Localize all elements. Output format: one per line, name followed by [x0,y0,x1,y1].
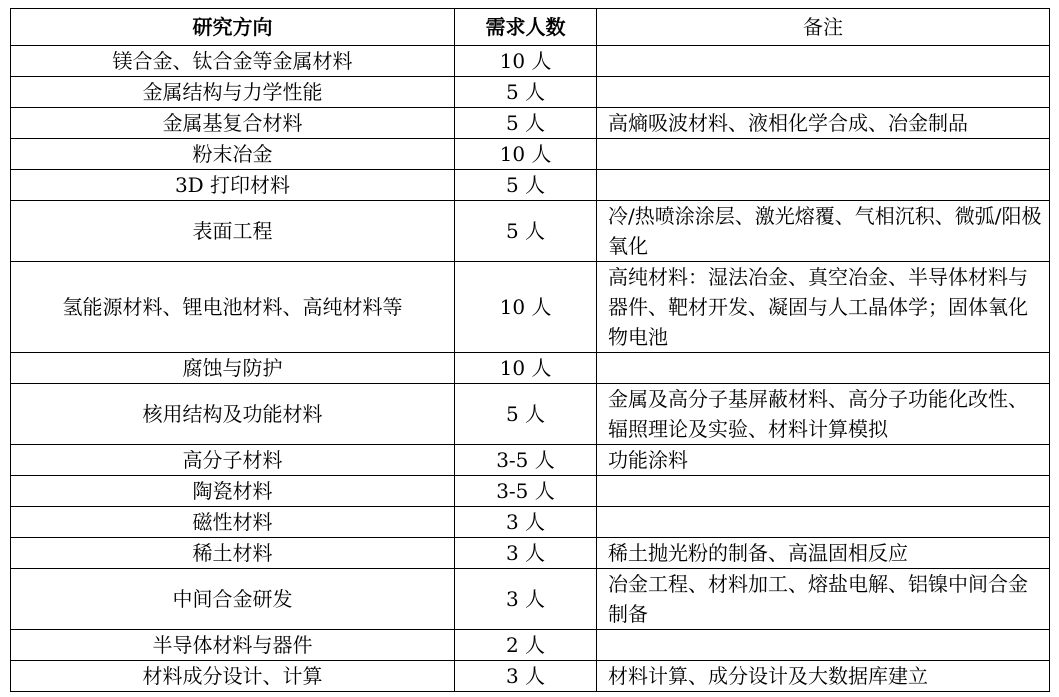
cell-count: 10 人 [455,139,597,170]
cell-note [597,139,1050,170]
cell-note: 材料计算、成分设计及大数据库建立 [597,661,1050,692]
cell-note [597,353,1050,384]
cell-count: 5 人 [455,77,597,108]
cell-note [597,46,1050,77]
cell-note [597,170,1050,201]
cell-note: 高纯材料：湿法冶金、真空冶金、半导体材料与器件、靶材开发、凝固与人工晶体学；固体氧化物电池 [597,262,1050,353]
cell-count: 3 人 [455,661,597,692]
cell-direction: 金属结构与力学性能 [11,77,455,108]
research-directions-table [10,8,1050,692]
cell-direction: 核用结构及功能材料 [11,384,455,445]
table-row [11,569,1050,630]
cell-direction: 腐蚀与防护 [11,353,455,384]
cell-direction: 高分子材料 [11,445,455,476]
cell-direction: 陶瓷材料 [11,476,455,507]
cell-count: 2 人 [455,630,597,661]
cell-direction: 稀土材料 [11,538,455,569]
cell-direction: 金属基复合材料 [11,108,455,139]
header-direction: 研究方向 [11,9,455,46]
cell-count: 5 人 [455,384,597,445]
cell-count: 3-5 人 [455,445,597,476]
table-row [11,170,1050,201]
cell-count: 3 人 [455,507,597,538]
table-row [11,108,1050,139]
table-row [11,77,1050,108]
cell-direction: 粉末冶金 [11,139,455,170]
cell-direction: 镁合金、钛合金等金属材料 [11,46,455,77]
table-row [11,262,1050,353]
cell-note [597,630,1050,661]
cell-note: 冶金工程、材料加工、熔盐电解、铝镍中间合金制备 [597,569,1050,630]
cell-count: 10 人 [455,262,597,353]
cell-direction: 半导体材料与器件 [11,630,455,661]
cell-count: 3-5 人 [455,476,597,507]
cell-note: 稀土抛光粉的制备、高温固相反应 [597,538,1050,569]
table-row [11,538,1050,569]
cell-count: 5 人 [455,170,597,201]
cell-note [597,476,1050,507]
cell-direction: 磁性材料 [11,507,455,538]
cell-direction: 3D 打印材料 [11,170,455,201]
cell-note: 冷/热喷涂涂层、激光熔覆、气相沉积、微弧/阳极氧化 [597,201,1050,262]
table-row [11,384,1050,445]
cell-note [597,507,1050,538]
cell-note: 高熵吸波材料、液相化学合成、冶金制品 [597,108,1050,139]
table-row [11,661,1050,692]
cell-count: 5 人 [455,108,597,139]
cell-note: 功能涂料 [597,445,1050,476]
cell-direction: 表面工程 [11,201,455,262]
table-row [11,507,1050,538]
cell-note: 金属及高分子基屏蔽材料、高分子功能化改性、辐照理论及实验、材料计算模拟 [597,384,1050,445]
cell-note [597,77,1050,108]
table-header-row [11,9,1050,46]
cell-direction: 材料成分设计、计算 [11,661,455,692]
cell-count: 10 人 [455,46,597,77]
header-note: 备注 [597,9,1050,46]
cell-count: 5 人 [455,201,597,262]
table-row [11,353,1050,384]
cell-count: 3 人 [455,569,597,630]
cell-count: 10 人 [455,353,597,384]
table-row [11,630,1050,661]
table-row [11,46,1050,77]
cell-direction: 中间合金研发 [11,569,455,630]
header-count: 需求人数 [455,9,597,46]
table-row [11,476,1050,507]
cell-count: 3 人 [455,538,597,569]
table-row [11,445,1050,476]
table-row [11,139,1050,170]
table-row [11,201,1050,262]
cell-direction: 氢能源材料、锂电池材料、高纯材料等 [11,262,455,353]
